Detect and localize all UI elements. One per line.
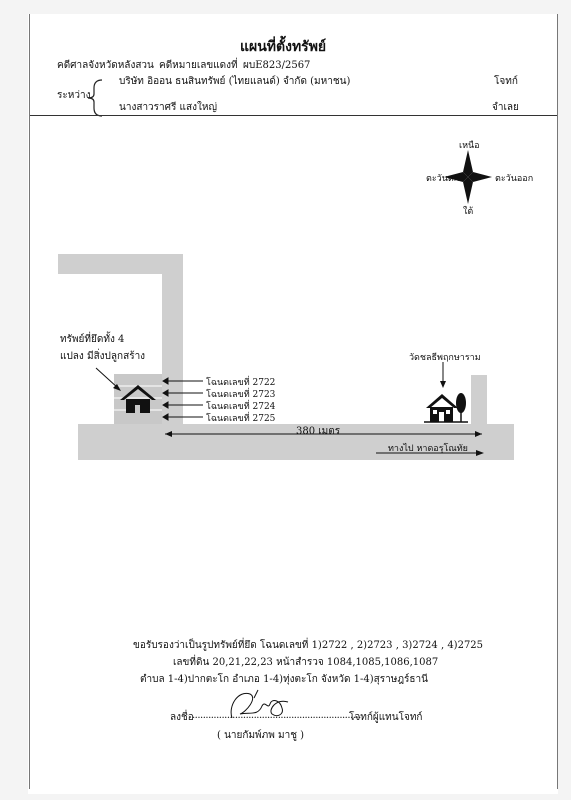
certification-line-1: ขอรับรองว่าเป็นรูปทรัพย์ที่ยึด โฉนดเลขที่ 1)2722 , 2)2723 , 3)2724 , 4)2725 bbox=[133, 640, 484, 651]
deed-label-2725: โฉนดเลขที่ 2725 bbox=[206, 414, 276, 424]
plaintiff-name: บริษัท อิออน ธนสินทรัพย์ (ไทยแลนด์) จำกัด (มหาชน) bbox=[119, 76, 351, 87]
compass-north: เหนือ bbox=[459, 141, 480, 151]
compass-south: ใต้ bbox=[463, 207, 474, 217]
distance-label: 380 เมตร bbox=[296, 426, 341, 437]
deed-label-2724: โฉนดเลขที่ 2724 bbox=[206, 402, 276, 412]
certification-line-2: เลขที่ดิน 20,21,22,23 หน้าสำรวจ 1084,1085,1086,1087 bbox=[173, 657, 439, 668]
compass-east: ตะวันออก bbox=[495, 174, 534, 184]
property-label-1: ทรัพย์ที่ยึดทั้ง 4 bbox=[60, 334, 125, 345]
certification-line-3: ตำบล 1-4)ปากตะโก อำเภอ 1-4)ทุ่งตะโก จังหวัด 1-4)สุราษฎร์ธานี bbox=[140, 674, 428, 685]
deed-label-2722: โฉนดเลขที่ 2722 bbox=[206, 378, 276, 388]
between-label: ระหว่าง bbox=[57, 90, 91, 101]
sign-dotted-line: ............................................................... bbox=[192, 710, 361, 721]
signer-role: โจทก์ผู้แทนโจทก์ bbox=[349, 712, 423, 723]
document-title: แผนที่ตั้งทรัพย์ bbox=[240, 39, 327, 55]
case-label: คดีหมายเลขแดงที่ bbox=[159, 60, 238, 71]
sign-prefix: ลงชื่อ bbox=[170, 712, 194, 723]
property-label-2: แปลง มีสิ่งปลูกสร้าง bbox=[60, 351, 146, 362]
case-number: ผบE823/2567 bbox=[243, 60, 311, 71]
compass-west: ตะวันตก bbox=[426, 174, 460, 184]
defendant-role: จำเลย bbox=[492, 102, 519, 113]
defendant-name: นางสาวราศรี แสงใหญ่ bbox=[119, 102, 217, 113]
road-direction-label: ทางไป หาดอรุโณทัย bbox=[388, 444, 468, 454]
court-name: คดีศาลจังหวัดหลังสวน bbox=[57, 60, 154, 71]
deed-label-2723: โฉนดเลขที่ 2723 bbox=[206, 390, 276, 400]
plaintiff-role: โจทก์ bbox=[494, 76, 518, 87]
signer-name: ( นายกัมพ์ภพ มาชู ) bbox=[217, 730, 305, 741]
temple-label: วัดชลธีพฤกษาราม bbox=[409, 353, 481, 363]
